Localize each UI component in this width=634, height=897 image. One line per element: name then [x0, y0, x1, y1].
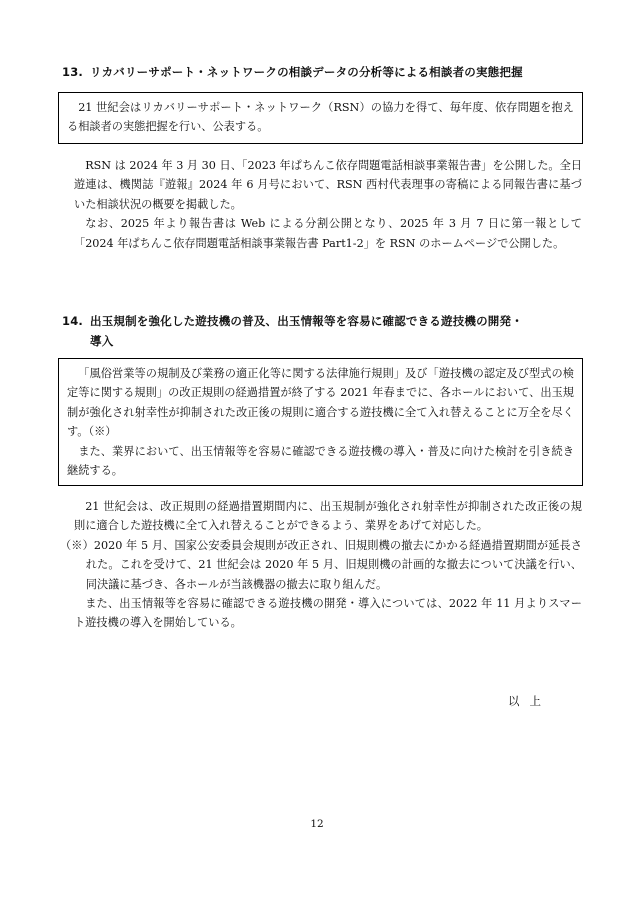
- section-13-number: 13.: [62, 65, 83, 79]
- section-14-box-p1: 「風俗営業等の規制及び業務の適正化等に関する法律施行規則」及び「遊技機の認定及び型式の検定等に関する規則」の改正規則の経過措置が終了する 2021 年春までに、各ホールにおいて、出玉規制が強化され射幸性が抑制された改正後の規則に適合する遊技機に全て入れ替えることに万全を尽くす。（※）: [67, 367, 574, 439]
- section-14-box-p2: また、業界において、出玉情報等を容易に確認できる遊技機の導入・普及に向けた検討を引き続き継続する。: [67, 444, 574, 478]
- section-13-body-p1: RSN は 2024 年 3 月 30 日、「2023 年ぱちんこ依存問題電話相談事業報告書」を公開した。全日遊連は、機関誌『遊報』2024 年 6 月号において、RSN 西村代表理事の寄稿による同報告書に基づいた相談状況の概要を掲載した。: [74, 159, 582, 211]
- section-13-title: リカバリーサポート・ネットワークの相談データの分析等による相談者の実態把握: [90, 65, 523, 79]
- closing-text: 以上: [508, 694, 551, 708]
- section-14-body-p2: また、出玉情報等を容易に確認できる遊技機の開発・導入については、2022 年 11 月よりスマート遊技機の導入を開始している。: [74, 597, 582, 630]
- section-13-heading: [62, 62, 592, 82]
- section-13-box: [58, 92, 583, 144]
- section-14-note: （※）2020 年 5 月、国家公安委員会規則が改正され、旧規則機の撤去にかかる経過措置期間が延長された。これを受けて、21 世紀会は 2020 年 5 月、旧規則機の計画的な撤去について決議を行い、同決議に基づき、各ホールが当該機器の撤去に取り組んだ。: [60, 538, 582, 591]
- section-13-body-p2: なお、2025 年より報告書は Web による分割公開となり、2025 年 3 月 7 日に第一報として「2024 年ぱちんこ依存問題電話相談事業報告書 Part1-2」を RSN のホームページで公開した。: [74, 217, 582, 250]
- section-14-number: 14.: [62, 314, 83, 328]
- section-14-body-p1: 21 世紀会は、改正規則の経過措置期間内に、出玉規制が強化され射幸性が抑制された改正後の規則に適合した遊技機に全て入れ替えることができるよう、業界をあげて対応した。: [74, 500, 582, 533]
- page-number: 12: [310, 818, 324, 830]
- section-13-body: [74, 156, 582, 253]
- section-14-title-line1: 出玉規制を強化した遊技機の普及、出玉情報等を容易に確認できる遊技機の開発・: [90, 314, 523, 328]
- section-14-heading: [62, 311, 592, 351]
- section-14-title-line2: 導入: [90, 334, 114, 348]
- section-14-body: [60, 497, 582, 633]
- section-14-box: [58, 358, 583, 486]
- section-13-box-text: 21 世紀会はリカバリーサポート・ネットワーク（RSN）の協力を得て、毎年度、依存問題を抱える相談者の実態把握を行い、公表する。: [67, 101, 574, 134]
